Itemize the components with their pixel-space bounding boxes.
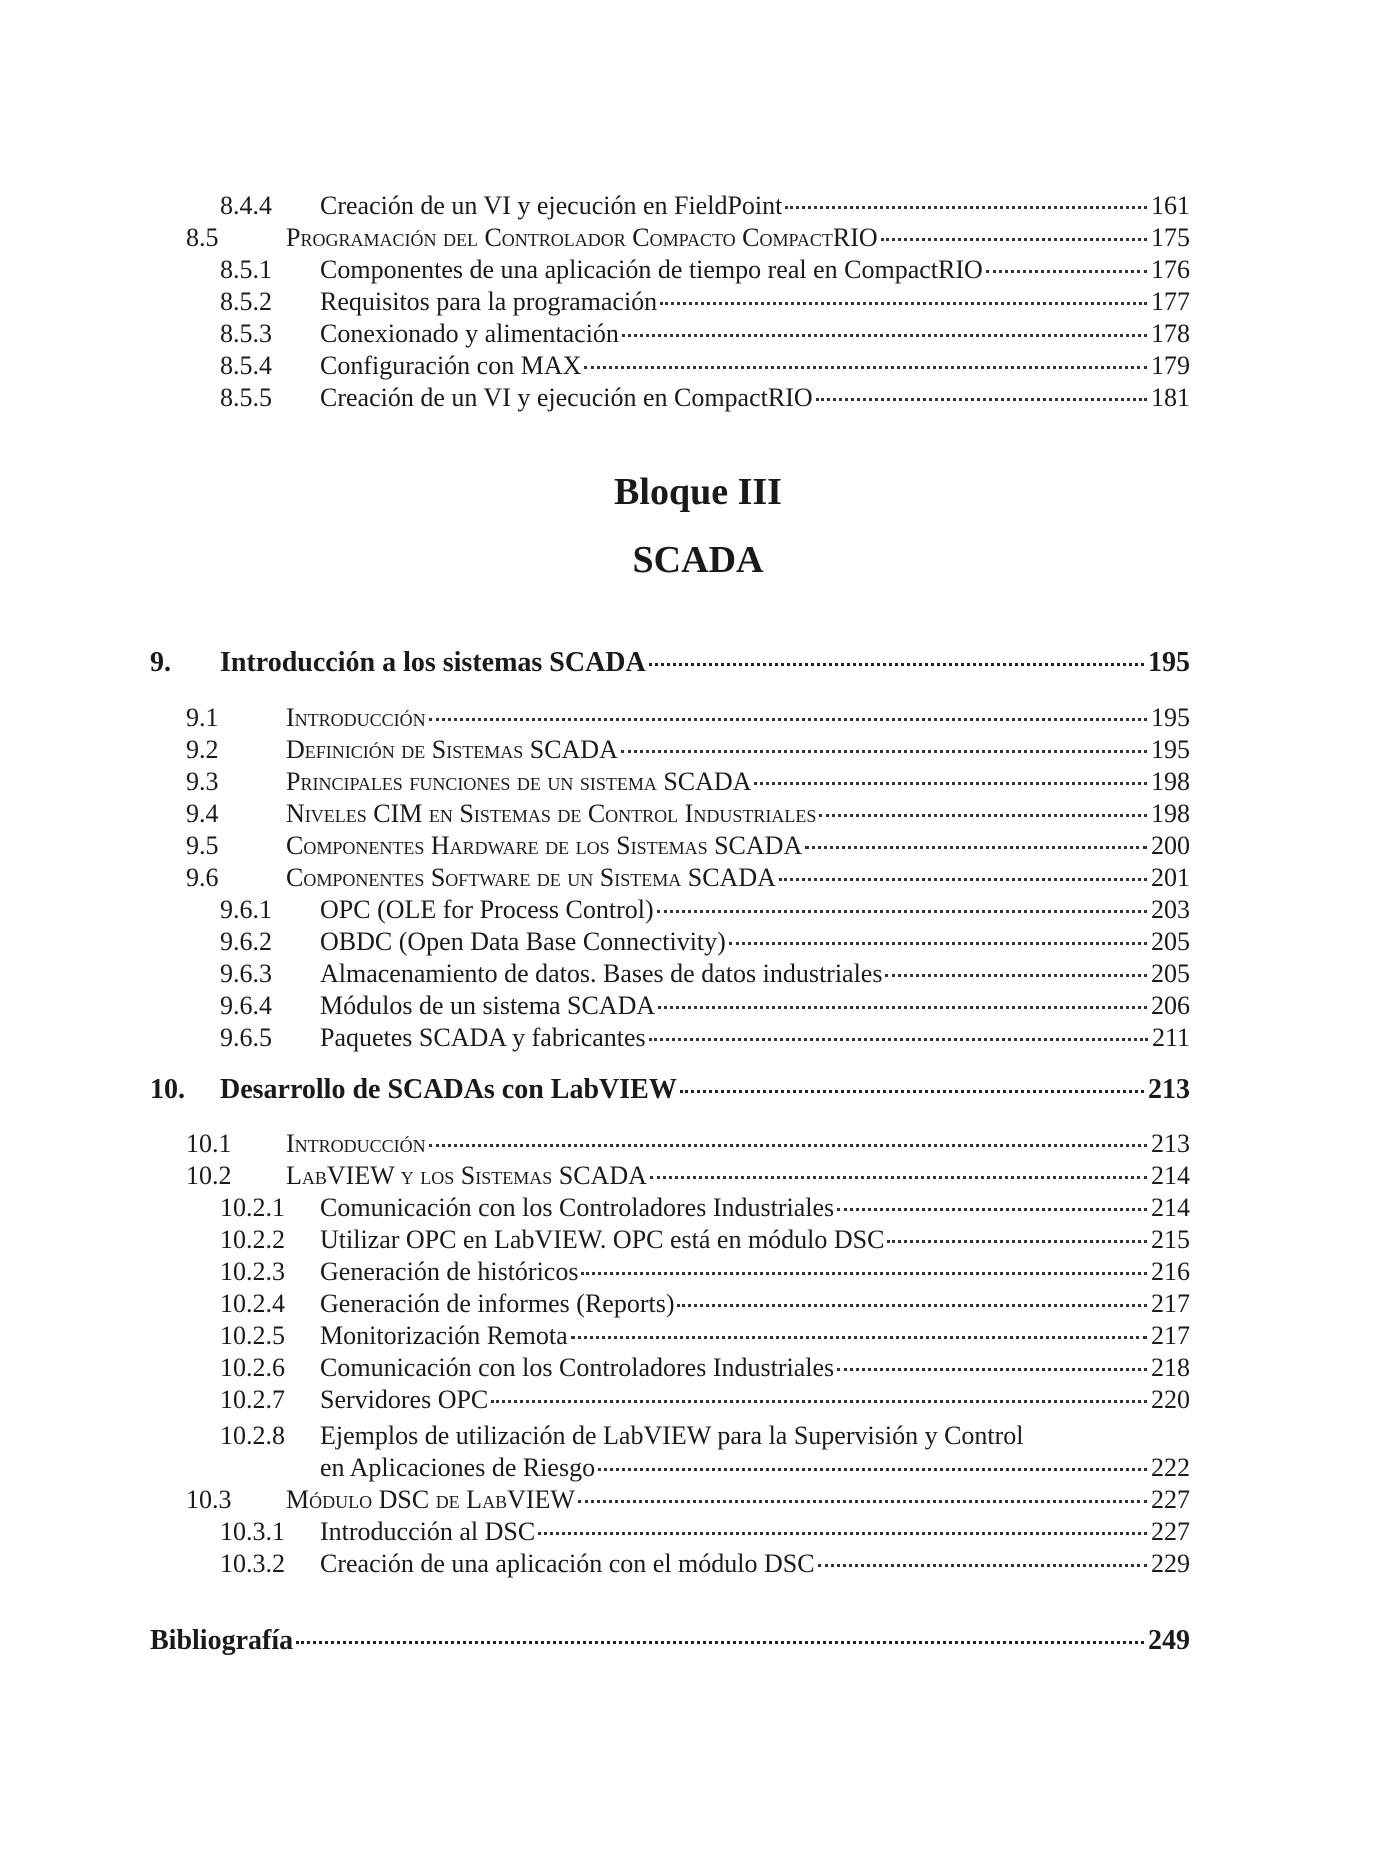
entry-title: Comunicación con los Controladores Industriales <box>320 1353 835 1382</box>
entry-title: Generación de históricos <box>320 1257 579 1286</box>
page-number: 181 <box>1151 383 1190 412</box>
toc-entry[interactable] <box>150 990 1190 1022</box>
toc-entry[interactable] <box>150 862 1190 894</box>
page-number: 227 <box>1151 1517 1190 1546</box>
chapter-number: 9. <box>150 647 171 678</box>
page-number: 195 <box>1151 735 1190 764</box>
dot-leader <box>660 302 1147 305</box>
entry-number: 10.3.2 <box>220 1549 285 1578</box>
entry-title: Generación de informes (Reports) <box>320 1289 675 1318</box>
entry-number: 10.3.1 <box>220 1517 285 1546</box>
page-number: 198 <box>1151 767 1190 796</box>
dot-leader <box>805 846 1147 849</box>
dot-leader <box>584 366 1147 369</box>
entry-title: Configuración con MAX <box>320 351 582 380</box>
entry-number: 9.6.4 <box>220 991 272 1020</box>
entry-title: Servidores OPC <box>320 1385 489 1414</box>
page-number: 217 <box>1151 1321 1190 1350</box>
page-number: 178 <box>1151 319 1190 348</box>
dot-leader <box>650 1176 1147 1179</box>
entry-number: 8.5.1 <box>220 255 272 284</box>
toc-entry[interactable] <box>150 1022 1190 1054</box>
dot-leader <box>785 206 1147 209</box>
entry-title: Comunicación con los Controladores Industriales <box>320 1193 835 1222</box>
entry-title: Paquetes SCADA y fabricantes <box>320 1023 646 1052</box>
entry-title: Introducción al DSC <box>320 1517 536 1546</box>
page-number: 249 <box>1148 1625 1190 1656</box>
page-number: 200 <box>1151 831 1190 860</box>
entry-title: Componentes Software de un Sistema SCADA <box>286 863 776 892</box>
entry-title: Almacenamiento de datos. Bases de datos industriales <box>320 959 883 988</box>
page-number: 229 <box>1151 1549 1190 1578</box>
entry-title: Creación de una aplicación con el módulo DSC <box>320 1549 815 1578</box>
entry-title: Utilizar OPC en LabVIEW. OPC está en módulo DSC <box>320 1225 885 1254</box>
page-number: 176 <box>1151 255 1190 284</box>
toc-entry[interactable] <box>150 222 1190 254</box>
toc-entry-10-2-8-cont[interactable] <box>320 1452 1190 1484</box>
entry-title: Componentes de una aplicación de tiempo real en CompactRIO <box>320 255 983 284</box>
entry-number: 8.5 <box>186 223 219 252</box>
dot-leader <box>649 1038 1148 1041</box>
page-number: 227 <box>1151 1485 1190 1514</box>
entry-title: Creación de un VI y ejecución en CompactRIO <box>320 383 813 412</box>
entry-title: Creación de un VI y ejecución en FieldPoint <box>320 191 783 220</box>
entry-number: 10.2.5 <box>220 1321 285 1350</box>
page-number: 215 <box>1151 1225 1190 1254</box>
toc-entry[interactable] <box>150 1192 1190 1224</box>
entry-title: Definición de Sistemas SCADA <box>286 735 618 764</box>
entry-title: Monitorización Remota <box>320 1321 568 1350</box>
toc-entry[interactable] <box>150 702 1190 734</box>
entry-title: OPC (OLE for Process Control) <box>320 895 654 924</box>
entry-title: Conexionado y alimentación <box>320 319 619 348</box>
page-number: 201 <box>1151 863 1190 892</box>
page-number: 214 <box>1151 1193 1190 1222</box>
dot-leader <box>729 942 1147 945</box>
entry-number: 9.3 <box>186 767 219 796</box>
entry-title: Módulo DSC de LabVIEW <box>286 1485 575 1514</box>
entry-title: Introducción <box>286 1129 426 1158</box>
block-title: Bloque III <box>614 471 782 513</box>
toc-entry[interactable] <box>150 1256 1190 1288</box>
dot-leader <box>571 1336 1147 1339</box>
block-subtitle: SCADA <box>632 539 764 581</box>
dot-leader <box>491 1400 1147 1403</box>
entry-number: 8.4.4 <box>220 191 272 220</box>
toc-entry[interactable] <box>150 1320 1190 1352</box>
page-number: 205 <box>1151 927 1190 956</box>
entry-title: Programación del Controlador Compacto CompactRIO <box>286 223 878 252</box>
entry-number: 10.2.1 <box>220 1193 285 1222</box>
dot-leader <box>296 1641 1144 1644</box>
entry-number: 9.6.2 <box>220 927 272 956</box>
page-number: 195 <box>1148 647 1190 678</box>
entry-number: 9.1 <box>186 703 219 732</box>
entry-number: 10.2.2 <box>220 1225 285 1254</box>
page-number: 175 <box>1151 223 1190 252</box>
bibliography-title: Bibliografía <box>150 1625 294 1656</box>
entry-title: LabVIEW y los Sistemas SCADA <box>286 1161 647 1190</box>
dot-leader <box>680 1090 1144 1093</box>
page-number: 205 <box>1151 959 1190 988</box>
entry-number: 10.2 <box>186 1161 232 1190</box>
toc-entry[interactable] <box>150 958 1190 990</box>
toc-entry-10-2-8[interactable] <box>150 1420 1190 1452</box>
entry-number: 10.2.3 <box>220 1257 285 1286</box>
chapter-title: Introducción a los sistemas SCADA <box>220 647 646 678</box>
toc-entry[interactable] <box>150 318 1190 350</box>
entry-number: 9.4 <box>186 799 219 828</box>
dot-leader <box>818 1564 1147 1567</box>
toc-chapter-10[interactable] <box>150 1074 1190 1106</box>
entry-title: Niveles CIM en Sistemas de Control Industriales <box>286 799 817 828</box>
entry-number: 8.5.4 <box>220 351 272 380</box>
entry-title: Componentes Hardware de los Sistemas SCADA <box>286 831 803 860</box>
entry-number: 10.3 <box>186 1485 232 1514</box>
dot-leader <box>677 1304 1147 1307</box>
page-number: 222 <box>1151 1453 1190 1482</box>
toc-entry[interactable] <box>150 1548 1190 1580</box>
dot-leader <box>837 1368 1147 1371</box>
dot-leader <box>881 238 1147 241</box>
dot-leader <box>779 878 1147 881</box>
toc-entry[interactable] <box>150 1160 1190 1192</box>
dot-leader <box>887 1240 1147 1243</box>
entry-number: 9.6.1 <box>220 895 272 924</box>
page-number: 213 <box>1148 1074 1190 1105</box>
toc-entry[interactable] <box>150 286 1190 318</box>
entry-title: Principales funciones de un sistema SCADA <box>286 767 752 796</box>
entry-number: 9.6 <box>186 863 219 892</box>
dot-leader <box>754 782 1147 785</box>
toc-entry[interactable] <box>150 798 1190 830</box>
dot-leader <box>429 1144 1147 1147</box>
toc-entry[interactable] <box>150 350 1190 382</box>
chapter-number: 10. <box>150 1074 185 1105</box>
toc-entry[interactable] <box>150 734 1190 766</box>
entry-number: 10.2.7 <box>220 1385 285 1414</box>
page-number: 218 <box>1151 1353 1190 1382</box>
page-number: 161 <box>1151 191 1190 220</box>
toc-entry[interactable] <box>150 1224 1190 1256</box>
dot-leader <box>657 910 1147 913</box>
page-number: 179 <box>1151 351 1190 380</box>
dot-leader <box>578 1500 1147 1503</box>
dot-leader <box>621 750 1147 753</box>
toc-entry[interactable] <box>150 894 1190 926</box>
entry-number: 8.5.2 <box>220 287 272 316</box>
entry-number: 9.2 <box>186 735 219 764</box>
toc-entry[interactable] <box>150 766 1190 798</box>
dot-leader <box>429 718 1147 721</box>
dot-leader <box>658 1006 1147 1009</box>
entry-title: Introducción <box>286 703 426 732</box>
entry-number: 9.6.5 <box>220 1023 272 1052</box>
entry-number: 9.5 <box>186 831 219 860</box>
entry-number: 10.2.4 <box>220 1289 285 1318</box>
entry-number: 9.6.3 <box>220 959 272 988</box>
toc-entry[interactable] <box>150 1288 1190 1320</box>
dot-leader <box>837 1208 1147 1211</box>
page-number: 195 <box>1151 703 1190 732</box>
toc-entry[interactable] <box>150 1128 1190 1160</box>
dot-leader <box>538 1532 1147 1535</box>
entry-title-line2: en Aplicaciones de Riesgo <box>320 1453 596 1482</box>
toc-entry[interactable] <box>150 1516 1190 1548</box>
entry-number: 8.5.3 <box>220 319 272 348</box>
entry-title: Módulos de un sistema SCADA <box>320 991 656 1020</box>
page-number: 216 <box>1151 1257 1190 1286</box>
toc-bibliography[interactable] <box>150 1625 1190 1657</box>
toc-entry[interactable] <box>150 926 1190 958</box>
entry-title-line1: Ejemplos de utilización de LabVIEW para la Supervisión y Control <box>320 1421 1024 1450</box>
chapter-title: Desarrollo de SCADAs con LabVIEW <box>220 1074 677 1105</box>
dot-leader <box>581 1272 1147 1275</box>
page-number: 203 <box>1151 895 1190 924</box>
dot-leader <box>622 334 1147 337</box>
dot-leader <box>598 1468 1147 1471</box>
toc-chapter-9[interactable] <box>150 647 1190 679</box>
dot-leader <box>649 663 1144 666</box>
dot-leader <box>816 398 1147 401</box>
entry-number: 8.5.5 <box>220 383 272 412</box>
toc-entry[interactable] <box>150 254 1190 286</box>
page-number: 198 <box>1151 799 1190 828</box>
page-number: 217 <box>1151 1289 1190 1318</box>
page-number: 220 <box>1151 1385 1190 1414</box>
dot-leader <box>986 270 1147 273</box>
toc-entry[interactable] <box>150 1352 1190 1384</box>
page-number: 206 <box>1151 991 1190 1020</box>
page-number: 213 <box>1151 1129 1190 1158</box>
toc-entry[interactable] <box>150 830 1190 862</box>
toc-entry[interactable] <box>150 382 1190 414</box>
entry-title: Requisitos para la programación <box>320 287 658 316</box>
dot-leader <box>819 814 1147 817</box>
entry-title: OBDC (Open Data Base Connectivity) <box>320 927 726 956</box>
entry-number: 10.2.6 <box>220 1353 285 1382</box>
entry-number: 10.1 <box>186 1129 232 1158</box>
page-number: 214 <box>1151 1161 1190 1190</box>
toc-entry[interactable] <box>150 1384 1190 1416</box>
entry-number: 10.2.8 <box>220 1421 285 1450</box>
toc-entry[interactable] <box>150 1484 1190 1516</box>
page-number: 177 <box>1151 287 1190 316</box>
page-number: 211 <box>1151 1023 1190 1052</box>
toc-entry[interactable] <box>150 190 1190 222</box>
dot-leader <box>885 974 1147 977</box>
